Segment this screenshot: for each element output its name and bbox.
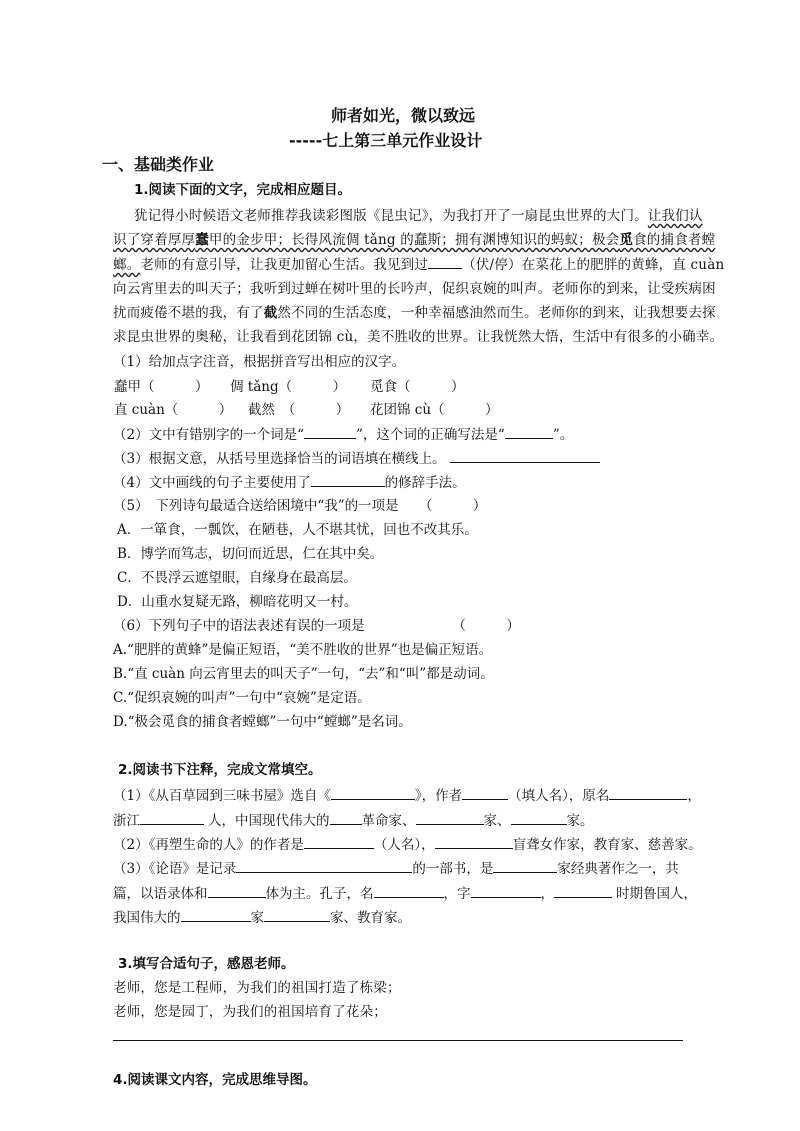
answer-blank[interactable] [208,883,266,898]
pinyin-item[interactable]: 蠢甲（ ） [114,379,209,395]
option-d[interactable]: D．山重水复疑无路，柳暗花明又一村。 [117,594,358,610]
q2-line-4: （3）《论语》是记录 的一部书，是 家经典著作之一，共 [113,858,679,879]
option-d[interactable]: D.“极会觅食的捕食者螳螂”一句中“螳螂”是名词。 [113,714,412,730]
answer-blank[interactable] [493,858,557,873]
q2-line-2: 浙江 人，中国现代伟大的 革命家、 家、 家。 [113,810,594,831]
pinyin-item[interactable]: 觅食（ ） [370,379,465,395]
q2-line-6: 我国伟大的 家 家、教育家。 [113,907,411,928]
passage-line-3 [113,254,724,275]
dotted-char: 觅 [619,232,634,248]
dotted-char: 截 [263,305,278,321]
passage-text: 老师的有意引导，让我更加留心生活。我见到过 [140,257,429,273]
underlined-sentence: 让我们认 [647,208,703,224]
passage-line-5: 扰而疲倦不堪的我，有了截然不同的生活态度，一种幸福感油然而生。老师你的到来，让我想要去探 [113,305,716,321]
sub-question-5: （5） 下列诗句最适合送给困境中“我”的一项是 （ ） [113,498,487,514]
q3-answer-line[interactable] [113,1040,683,1041]
answer-blank[interactable] [462,785,508,800]
passage-line-2 [113,230,715,250]
option-b[interactable]: B．博学而笃志，切问而近思，仁在其中矣。 [117,546,384,562]
answer-blank[interactable] [264,907,330,922]
page-title: 师者如光，微以致远 [331,106,476,125]
pinyin-item[interactable]: 直 cuàn（ ） [114,402,233,418]
q2-line-3: （2）《再塑生命的人》的作者是 （人名）， 盲聋女作家，教育家、慈善家。 [113,834,702,855]
answer-blank[interactable] [311,472,385,487]
sub-question-1: （1）给加点字注音，根据拼音写出相应的汉字。 [113,354,406,370]
answer-blank[interactable] [471,883,541,898]
dotted-char: 蠢 [195,232,209,248]
answer-blank[interactable] [435,834,513,849]
option-c[interactable]: C.“促织哀婉的叫声”一句中“哀婉”是定语。 [113,690,371,706]
q3-example-2: 老师，您是园丁，为我们的祖国培育了花朵； [113,1004,387,1020]
answer-blank[interactable] [181,907,251,922]
answer-blank[interactable] [304,424,356,439]
answer-blank[interactable] [554,883,612,898]
answer-blank[interactable] [330,810,362,825]
sub-question-4: （4）文中画线的句子主要使用了 的修辞手法。 [113,472,466,493]
passage-line-4: 向云宵里去的叫天子；我听到过蝉在树叶里的长吟声，促织哀婉的叫声。老师你的到来，让受疾病困 [113,281,716,297]
answer-blank[interactable] [511,810,567,825]
underlined-sentence: 识了穿着厚厚蠢甲的金步甲；长得风流倜 tǎng 的蠢斯；拥有渊博知识的蚂蚁；极会觅食的捕食者螳 [113,232,716,248]
answer-blank[interactable] [505,424,553,439]
section-heading-basic: 一、基础类作业 [102,155,215,174]
answer-blank[interactable] [609,785,687,800]
option-a[interactable]: A.“肥胖的黄蜂”是偏正短语，“美不胜收的世界”也是偏正短语。 [113,642,493,658]
q3-example-1: 老师，您是工程师，为我们的祖国打造了栋梁； [113,980,401,996]
sub-question-3: （3）根据文意，从括号里选择恰当的词语填在横线上。 [113,448,600,469]
answer-blank[interactable] [236,858,412,873]
pinyin-item[interactable]: 倜 tǎng（ ） [230,379,347,395]
question-1-heading: 1.阅读下面的文字，完成相应题目。 [134,182,352,198]
answer-blank[interactable] [374,883,444,898]
option-c[interactable]: C．不畏浮云遮望眼，自缘身在最高层。 [117,570,357,586]
page-subtitle: -----七上第三单元作业设计 [289,131,483,150]
option-b[interactable]: B.“直 cuàn 向云宵里去的叫天子”一句，“去”和“叫”都是动词。 [113,666,494,682]
q2-line-1: （1）《从百草园到三味书屋》选自《 》，作者 （填人名），原名 ， [113,785,701,806]
pinyin-item[interactable]: 花团锦 cù（ ） [370,402,499,418]
passage-text: 犹记得小时候语文老师推荐我读彩图版《昆虫记》，为我打开了一扇昆虫世界的大门。 [134,208,648,224]
sub-question-2: （2）文中有错别字的一个词是“ ”，这个词的正确写法是“ ”。 [113,424,573,445]
question-2-heading: 2.阅读书下注释，完成文常填空。 [118,762,322,778]
pinyin-item[interactable]: 截然 （ ） [248,402,350,418]
underlined-sentence: 螂。 [113,257,141,273]
sub-question-6: （6）下列句子中的语法表述有误的一项是 （ ） [113,618,520,634]
question-4-heading: 4.阅读课文内容，完成思维导图。 [113,1072,317,1088]
passage-line-1 [134,206,703,226]
answer-blank[interactable] [450,448,600,463]
answer-blank[interactable] [140,810,204,825]
answer-blank[interactable] [331,785,415,800]
passage-line-6: 求昆虫世界的奥秘，让我看到花团锦 cù，美不胜收的世界。让我恍然大悟，生活中有很多的小确幸。 [113,329,724,345]
q2-line-5: 篇，以语录体和 体为主。孔子，名 ，字 ， 时期鲁国人， [113,883,697,904]
answer-blank[interactable] [304,834,374,849]
answer-blank[interactable] [416,810,484,825]
question-3-heading: 3.填写合适句子，感恩老师。 [118,956,295,972]
answer-blank[interactable] [428,254,462,269]
passage-text: （伏/停）在菜花上的肥胖的黄蜂，直 cuàn [462,257,725,273]
option-a[interactable]: A．一箪食，一瓢饮，在陋巷，人不堪其忧，回也不改其乐。 [117,522,478,538]
